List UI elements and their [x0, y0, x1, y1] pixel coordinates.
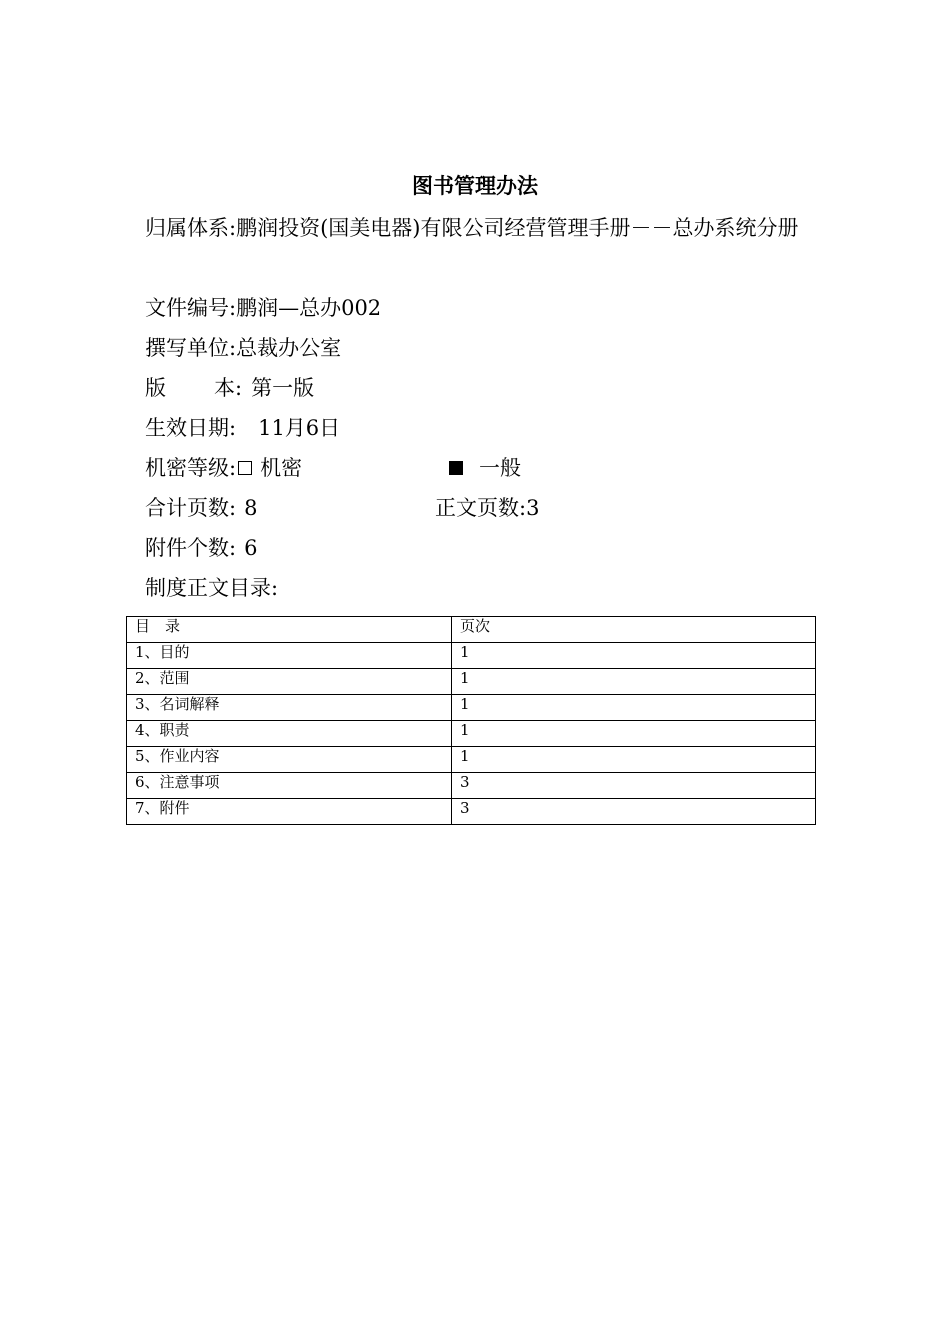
toc-label: 制度正文目录: [145, 576, 279, 600]
version-label-right: 本: [214, 376, 243, 400]
total-pages-label: 合计页数: [145, 496, 237, 520]
toc-item: 7、附件 [127, 799, 452, 825]
author-unit-value: 总裁办公室 [236, 336, 342, 360]
toc-item: 6、注意事项 [127, 773, 452, 799]
effective-date-value: 11月6日 [258, 416, 341, 440]
toc-header-item: 目 录 [127, 617, 452, 643]
option-general [447, 448, 521, 488]
table-row [127, 721, 816, 747]
toc-page: 3 [452, 799, 816, 825]
toc-page: 1 [452, 747, 816, 773]
table-row [127, 695, 816, 721]
version-line [145, 368, 815, 408]
file-number-line [145, 288, 815, 328]
author-unit-line [145, 328, 815, 368]
author-unit-label: 撰写单位: [145, 336, 237, 360]
version-value: 第一版 [251, 376, 315, 400]
toc-item: 2、范围 [127, 669, 452, 695]
toc-page: 1 [452, 643, 816, 669]
document-fields [145, 208, 815, 608]
table-row [127, 643, 816, 669]
checkbox-confidential-icon[interactable] [238, 461, 252, 475]
attachments-label: 附件个数: [145, 536, 237, 560]
attachments-line [145, 528, 815, 568]
body-pages-label: 正文页数: [435, 496, 527, 520]
attachments-value: 6 [244, 536, 258, 560]
toc-header-page: 页次 [452, 617, 816, 643]
toc-label-line [145, 568, 815, 608]
document-title: 图书管理办法 [412, 173, 538, 198]
toc-item: 1、目的 [127, 643, 452, 669]
toc-item: 5、作业内容 [127, 747, 452, 773]
option-confidential-label: 机密 [260, 456, 303, 480]
effective-date-line [145, 408, 815, 448]
checkbox-general-icon[interactable] [449, 461, 463, 475]
version-label-left: 版 [145, 376, 166, 400]
page-count-line [145, 488, 815, 528]
file-number-value: 鹏润—总办002 [236, 296, 382, 320]
toc-table [126, 616, 816, 825]
toc-item: 4、职责 [127, 721, 452, 747]
toc-page: 1 [452, 721, 816, 747]
table-row [127, 773, 816, 799]
table-row [127, 669, 816, 695]
toc-page: 1 [452, 695, 816, 721]
toc-header-row [127, 617, 816, 643]
affiliation-value: 鹏润投资(国美电器)有限公司经营管理手册－－总办系统分册 [236, 216, 799, 240]
body-pages [435, 488, 539, 528]
affiliation-label: 归属体系: [145, 216, 237, 240]
body-pages-value: 3 [526, 496, 540, 520]
affiliation-line [145, 208, 815, 288]
confidentiality-label: 机密等级: [145, 456, 237, 480]
file-number-label: 文件编号: [145, 296, 237, 320]
toc-item: 3、名词解释 [127, 695, 452, 721]
table-row [127, 747, 816, 773]
effective-date-label: 生效日期: [145, 416, 237, 440]
option-general-label: 一般 [479, 456, 521, 480]
total-pages-value: 8 [244, 496, 258, 520]
table-row [127, 799, 816, 825]
toc-page: 3 [452, 773, 816, 799]
confidentiality-line [145, 448, 815, 488]
toc-page: 1 [452, 669, 816, 695]
